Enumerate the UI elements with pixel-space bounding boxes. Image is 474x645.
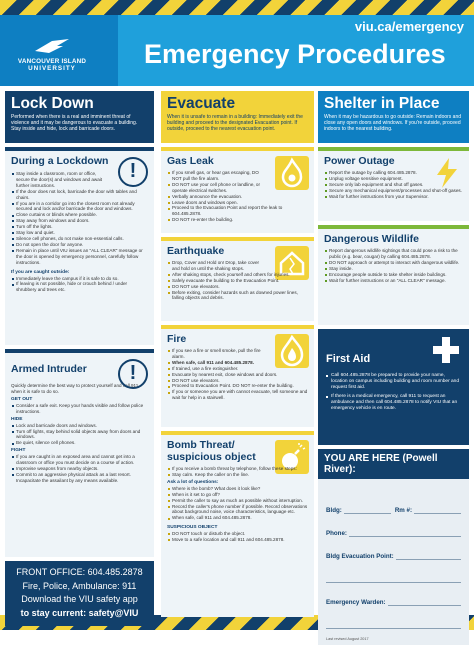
header	[0, 15, 474, 86]
emergency-url[interactable]: viu.ca/emergency	[354, 19, 464, 34]
section-heading: GET OUT	[11, 396, 33, 402]
list-item: Stay inside.	[324, 266, 463, 272]
bird-logo-icon	[33, 37, 71, 57]
warden-field-2[interactable]	[326, 628, 461, 629]
list-item: If you smell gas, or hear gas escaping, DO NOT pull the fire alarm.	[167, 170, 267, 182]
list-item: Move to a safe location and call 911 and 604.485.2878.	[167, 537, 308, 543]
armed-intruder-card	[5, 349, 154, 557]
list-item: DO NOT re-enter the building.	[167, 217, 308, 223]
list-item: Immediately leave the campus if it is safe to do so.	[11, 276, 148, 282]
list-item: Record the caller's phone number if possible. Record observations about background noise, voice characteristics, language etc.	[167, 504, 308, 516]
list-item: Leave doors and windows open.	[167, 200, 308, 206]
list-item: Drop, Cover and Hold on! Drop, take cover and hold on until the shaking stops.	[167, 260, 267, 272]
shelter-intro: When it may be hazardous to go outside: Remain indoors and close any open doors and windows. If you're outside, proceed indoors to the nearest building.	[324, 114, 462, 133]
list-item: Wait for further instructions from your Supervisor.	[324, 194, 463, 200]
list-item: Proceed to the Evacuation Point and report the leak to 604.485.2878.	[167, 205, 308, 217]
list-item: Stay inside a classroom, room or office, secure the door(s) and windows and await further instructions.	[11, 171, 109, 189]
emergency-911: Fire, Police, Ambulance: 911	[22, 580, 137, 591]
bomb-threat-title: Bomb Threat/ suspicious object	[167, 439, 256, 463]
gas-leak-card	[161, 147, 314, 233]
list-item: If you see a fire or smell smoke, pull the fire alarm.	[167, 348, 267, 360]
app-download: Download the VIU safety app	[21, 594, 138, 604]
exclamation-icon: !	[118, 359, 148, 389]
list-item: Verbally announce the evacuation.	[167, 194, 308, 200]
lockdown-header	[5, 91, 154, 143]
gas-leak-title: Gas Leak	[167, 155, 214, 167]
list-item: Where is the bomb? What does it look like?	[167, 486, 308, 492]
page-title: Emergency Procedures	[144, 39, 446, 69]
list-item: Turn off the lights.	[11, 224, 148, 230]
earthquake-card	[161, 237, 314, 321]
list-item: Stay away from windows and doors.	[11, 218, 148, 224]
warden-field[interactable]	[388, 605, 461, 606]
you-are-here-heading: YOU ARE HERE (Powell River):	[318, 449, 469, 479]
list-item: When safe, call 911 and 604.485.2878.	[167, 360, 267, 366]
first-aid-title: First Aid	[326, 353, 371, 365]
fire-card	[161, 325, 314, 427]
list-item: Be quiet, silence cell phones.	[11, 440, 148, 446]
evac-point-field-2[interactable]	[326, 582, 461, 583]
armed-intruder-title: Armed Intruder	[11, 363, 87, 375]
bldg-field[interactable]	[344, 513, 391, 514]
section-heading: HIDE	[11, 416, 23, 422]
list-item: Permit the caller to say as much as possible without interruption.	[167, 498, 308, 504]
bomb-threat-card	[161, 431, 314, 617]
list-item: If you or someone you are with cannot evacuate, tell someone and wait for help in a stairwell.	[167, 389, 308, 401]
list-item: When is it set to go off?	[167, 492, 308, 498]
column-evacuate	[161, 91, 314, 625]
list-item: Call 604.485.2878 be prepared to provide your name, location on campus including building and room number and request first aid.	[326, 373, 461, 391]
lockdown-title: Lock Down	[11, 95, 94, 112]
list-item: Close curtains or blinds where possible.	[11, 212, 148, 218]
room-label: Rm #:	[394, 507, 413, 514]
column-shelter	[318, 91, 469, 641]
list-item: If you receive a bomb threat by telephone, follow these steps:	[167, 466, 308, 472]
list-item: When safe, call 911 and 604.485.2878.	[167, 515, 308, 521]
column-lockdown	[5, 91, 154, 625]
list-item: Evacuate by nearest exit, close windows and doors.	[167, 372, 308, 378]
flame-icon	[275, 156, 309, 190]
list-item: Consider a safe exit. Keep your hands visible and follow police instructions.	[11, 403, 148, 415]
wildlife-card	[318, 225, 469, 325]
list-item: DO NOT use your cell phone or landline, or operate electrical switches.	[167, 182, 267, 194]
lockdown-intro: Performed when there is a real and imminent threat of violence and it may be dangerous to evacuate a building. Stay inside and hide, lock and barricade doors.	[11, 114, 138, 133]
safety-app[interactable]: to stay current: safety@VIU	[20, 607, 139, 618]
list-item: Silence cell phones, do not make non-essential calls.	[11, 236, 148, 242]
location-form	[318, 479, 469, 645]
list-item: After shaking stops, check yourself and others for injuries.	[167, 272, 308, 278]
list-item: Encourage people outside to take shelter inside buildings.	[324, 272, 463, 278]
list-item: Report dangerous wildlife sightings that could pose a risk to the public (e.g. bear, cougar) by calling 604.485.2878.	[324, 248, 463, 260]
list-item: If you are in a corridor go into the closest room not already secured and lock and/or barricade the door and windows.	[11, 201, 148, 213]
list-item: If the door does not lock, barricade the door with tables and chairs.	[11, 189, 148, 201]
warden-row	[326, 583, 461, 606]
list-item: Wait for further instructions or an "ALL CLEAR" message.	[324, 278, 463, 284]
list-item: DO NOT use elevators.	[167, 378, 308, 384]
phone-row	[326, 514, 461, 537]
room-field[interactable]	[414, 513, 461, 514]
evac-point-field[interactable]	[396, 559, 461, 560]
evacuate-intro: When it is unsafe to remain in a building: Immediately exit the building and proceed to the designated Evacuation point. If outside, proceed to the nearest evacuation point.	[167, 114, 303, 133]
list-item: Safely evacuate the building to the Evacuation Point.	[167, 278, 308, 284]
viu-logo	[12, 37, 92, 72]
list-item: Remain in place until VIU issues an "ALL CLEAR" message or the door is opened by emergency personnel, carefully follow instructions.	[11, 248, 148, 266]
list-item: Commit to an aggressive physical attack as a last resort. Incapacitate the assailant by any means available.	[11, 472, 148, 484]
list-item: Stay low and quiet.	[11, 230, 148, 236]
list-item: If you are caught in an exposed area and cannot get into a classroom or office you must decide on a course of action.	[11, 454, 148, 466]
power-outage-title: Power Outage	[324, 155, 395, 167]
ask-heading: Ask a lot of questions:	[167, 479, 219, 485]
blank-row	[326, 560, 461, 583]
fire-title: Fire	[167, 333, 187, 345]
evacuate-title: Evacuate	[167, 95, 236, 112]
front-office-phone: FRONT OFFICE: 604.485.2878	[16, 567, 143, 577]
outside-heading: If you are caught outside:	[11, 269, 70, 275]
warden-label: Emergency Warden:	[326, 599, 386, 606]
shelter-header	[318, 91, 469, 143]
front-office-box	[5, 561, 154, 626]
list-item: Turn off lights, stay behind solid objects away from doors and windows.	[11, 429, 148, 441]
evac-point-label: Bldg Evacuation Point:	[326, 553, 394, 560]
list-item: Improvise weapons from nearby objects.	[11, 466, 148, 472]
list-item: Secure any mechanical equipment/processes and shut-off gases.	[324, 188, 463, 194]
blank-row-2	[326, 606, 461, 629]
first-aid-card	[318, 329, 469, 445]
list-item: Do not open the door for anyone.	[11, 242, 148, 248]
logo-line-1: VANCOUVER ISLAND	[17, 58, 87, 65]
bldg-row	[326, 491, 461, 514]
earthquake-title: Earthquake	[167, 245, 225, 257]
wildlife-title: Dangerous Wildlife	[324, 233, 419, 245]
during-lockdown-title: During a Lockdown	[11, 155, 109, 167]
shelter-title: Shelter in Place	[324, 95, 440, 112]
logo-line-2: UNIVERSITY	[28, 65, 76, 72]
power-outage-card	[318, 147, 469, 221]
list-item: Stay calm. Keep the caller on the line.	[167, 472, 308, 478]
list-item: Report the outage by calling 604.485.2878.	[324, 170, 463, 176]
list-item: If trained, use a fire extinguisher.	[167, 366, 308, 372]
phone-label: Phone:	[326, 530, 347, 537]
bldg-label: Bldg:	[326, 507, 342, 514]
header-bar	[118, 15, 474, 86]
evac-row	[326, 537, 461, 560]
list-item: DO NOT touch or disturb the object.	[167, 531, 308, 537]
list-item: If leaving is not possible, hide or crouch behind / under shrubbery and trees etc.	[11, 281, 148, 293]
list-item: Unplug voltage sensitive equipment.	[324, 176, 463, 182]
revised-date: Last revised August 2017	[326, 637, 369, 641]
suspicious-heading: SUSPICIOUS OBJECT	[167, 525, 218, 531]
exclamation-icon: !	[118, 157, 148, 187]
armed-intro: Quickly determine the best way to protect yourself and call 911 when it is safe to do so.	[11, 383, 139, 394]
list-item: DO NOT approach or attempt to interact with dangerous wildlife.	[324, 260, 463, 266]
list-item: Lock and barricade doors and windows.	[11, 423, 148, 429]
hazard-stripe-top	[0, 0, 474, 15]
list-item: Before exiting, consider hazards such as downed power lines, falling objects and debris.	[167, 290, 308, 302]
flame-icon	[275, 334, 309, 368]
section-heading: FIGHT	[11, 448, 26, 454]
medical-cross-icon	[433, 337, 459, 363]
evacuate-header	[161, 91, 314, 143]
list-item: Secure only lab equipment and shut off gases.	[324, 182, 463, 188]
list-item: Proceed to Evacuation Point. DO NOT re-enter the building.	[167, 383, 308, 389]
list-item: If there is a medical emergency, call 911 to request an ambulance and then call 604.485.2878 to notify VIU that an emergency vehicle is en route.	[326, 394, 461, 412]
phone-field[interactable]	[349, 536, 461, 537]
list-item: DO NOT use elevators.	[167, 284, 308, 290]
during-lockdown-card	[5, 147, 154, 345]
